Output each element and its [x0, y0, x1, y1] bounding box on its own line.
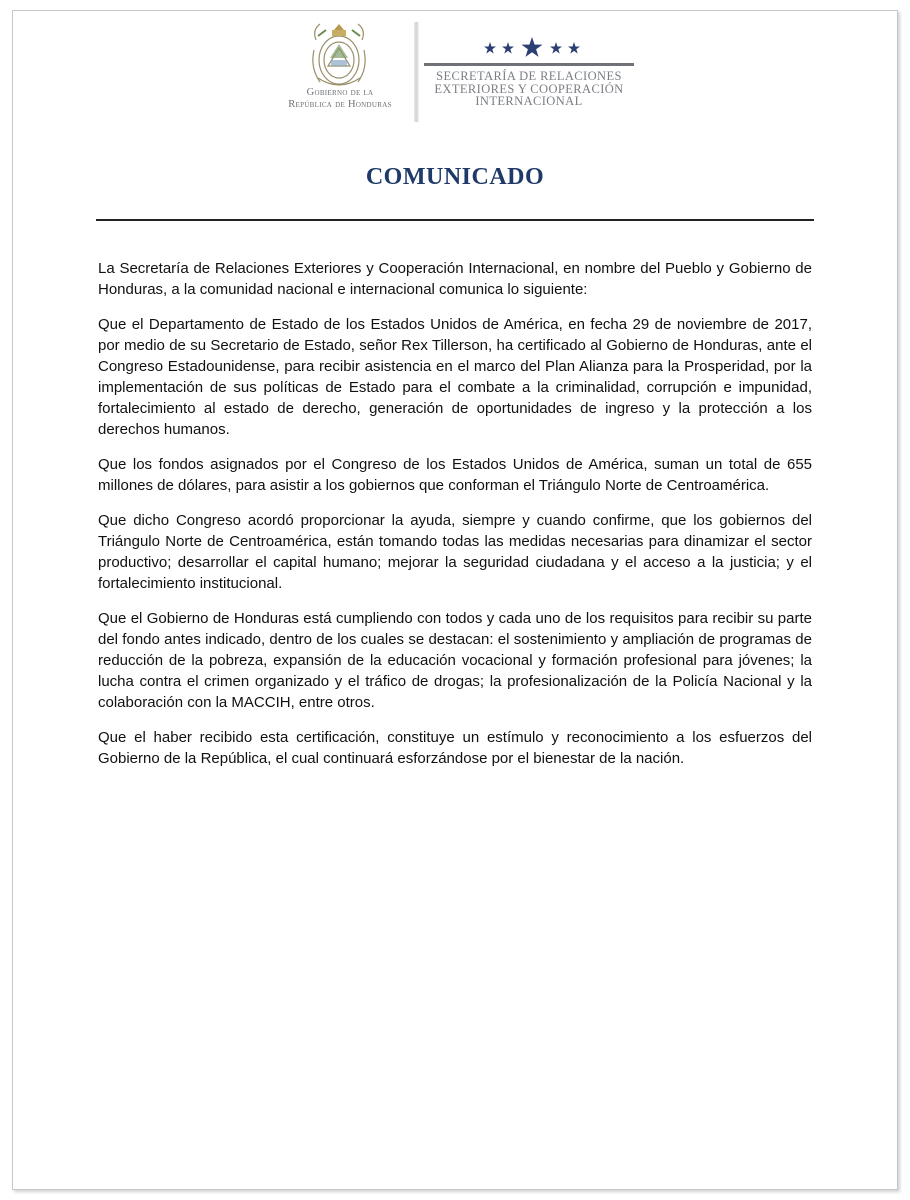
secretariat-rule: [424, 63, 634, 66]
paragraph-3: Que los fondos asignados por el Congreso de los Estados Unidos de América, suman un total de 655 millones de dólares, para asistir a los gobiernos que conforman el Triángulo Norte de Centroamérica.: [98, 456, 812, 494]
government-name: [268, 87, 412, 111]
logo-divider: [414, 22, 419, 122]
document-body: [98, 258, 812, 783]
paragraph-2: Que el Departamento de Estado de los Estados Unidos de América, en fecha 29 de noviembre de 2017, por medio de su Secretario de Estado, señor Rex Tillerson, ha certificado al Gobierno de Honduras, ante el Congreso Estadounidense, para recibir asistencia en el marco del Plan Alianza para la Prosperidad, por la implementación de sus políticas de Estado para el combate a la criminalidad, corrupción e impunidad, fortalecimiento al estado de derecho, generación de oportunidades de ingreso y la protección a los derechos humanos.: [98, 316, 812, 438]
secretariat-line-3: INTERNACIONAL: [475, 94, 583, 108]
paragraph-5: Que el Gobierno de Honduras está cumpliendo con todos y cada uno de los requisitos para recibir su parte del fondo antes indicado, dentro de los cuales se destacan: el sostenimiento y ampliación de programas de reducción de la pobreza, expansión de la educación vocacional y formación profesional para jóvenes; la lucha contra el crimen organizado y el tráfico de drogas; la profesionalización de la Policía Nacional y la colaboración con la MACCIH, entre otros.: [98, 610, 812, 711]
stars-icon: [482, 36, 582, 58]
secretariat-line-1: SECRETARÍA DE RELACIONES: [436, 69, 622, 83]
letterhead: [0, 14, 910, 126]
document-title: COMUNICADO: [365, 164, 545, 190]
government-line-2: República de Honduras: [288, 99, 392, 110]
paragraph-1: La Secretaría de Relaciones Exteriores y Cooperación Internacional, en nombre del Pueblo y Gobierno de Honduras, a la comunidad nacional e internacional comunica lo siguiente:: [98, 260, 812, 298]
secretariat-line-2: EXTERIORES Y COOPERACIÓN: [434, 81, 624, 96]
paragraph-4: Que dicho Congreso acordó proporcionar la ayuda, siempre y cuando confirme, que los gobiernos del Triángulo Norte de Centroamérica, están tomando todas las medidas necesarias para dinamizar el sector productivo; desarrollar el capital humano; mejorar la seguridad ciudadana y el acceso a la justicia; y el fortalecimiento institucional.: [98, 512, 812, 592]
secretariat-name: [424, 70, 634, 108]
coat-of-arms-icon: [306, 20, 372, 96]
government-line-1: Gobierno de la: [306, 87, 374, 98]
title-rule: [96, 219, 814, 221]
government-logo: [268, 14, 412, 126]
paragraph-6: Que el haber recibido esta certificación, constituye un estímulo y reconocimiento a los esfuerzos del Gobierno de la República, el cual continuará esforzándose por el bienestar de la nación.: [98, 729, 812, 767]
secretariat-logo: [424, 36, 634, 126]
